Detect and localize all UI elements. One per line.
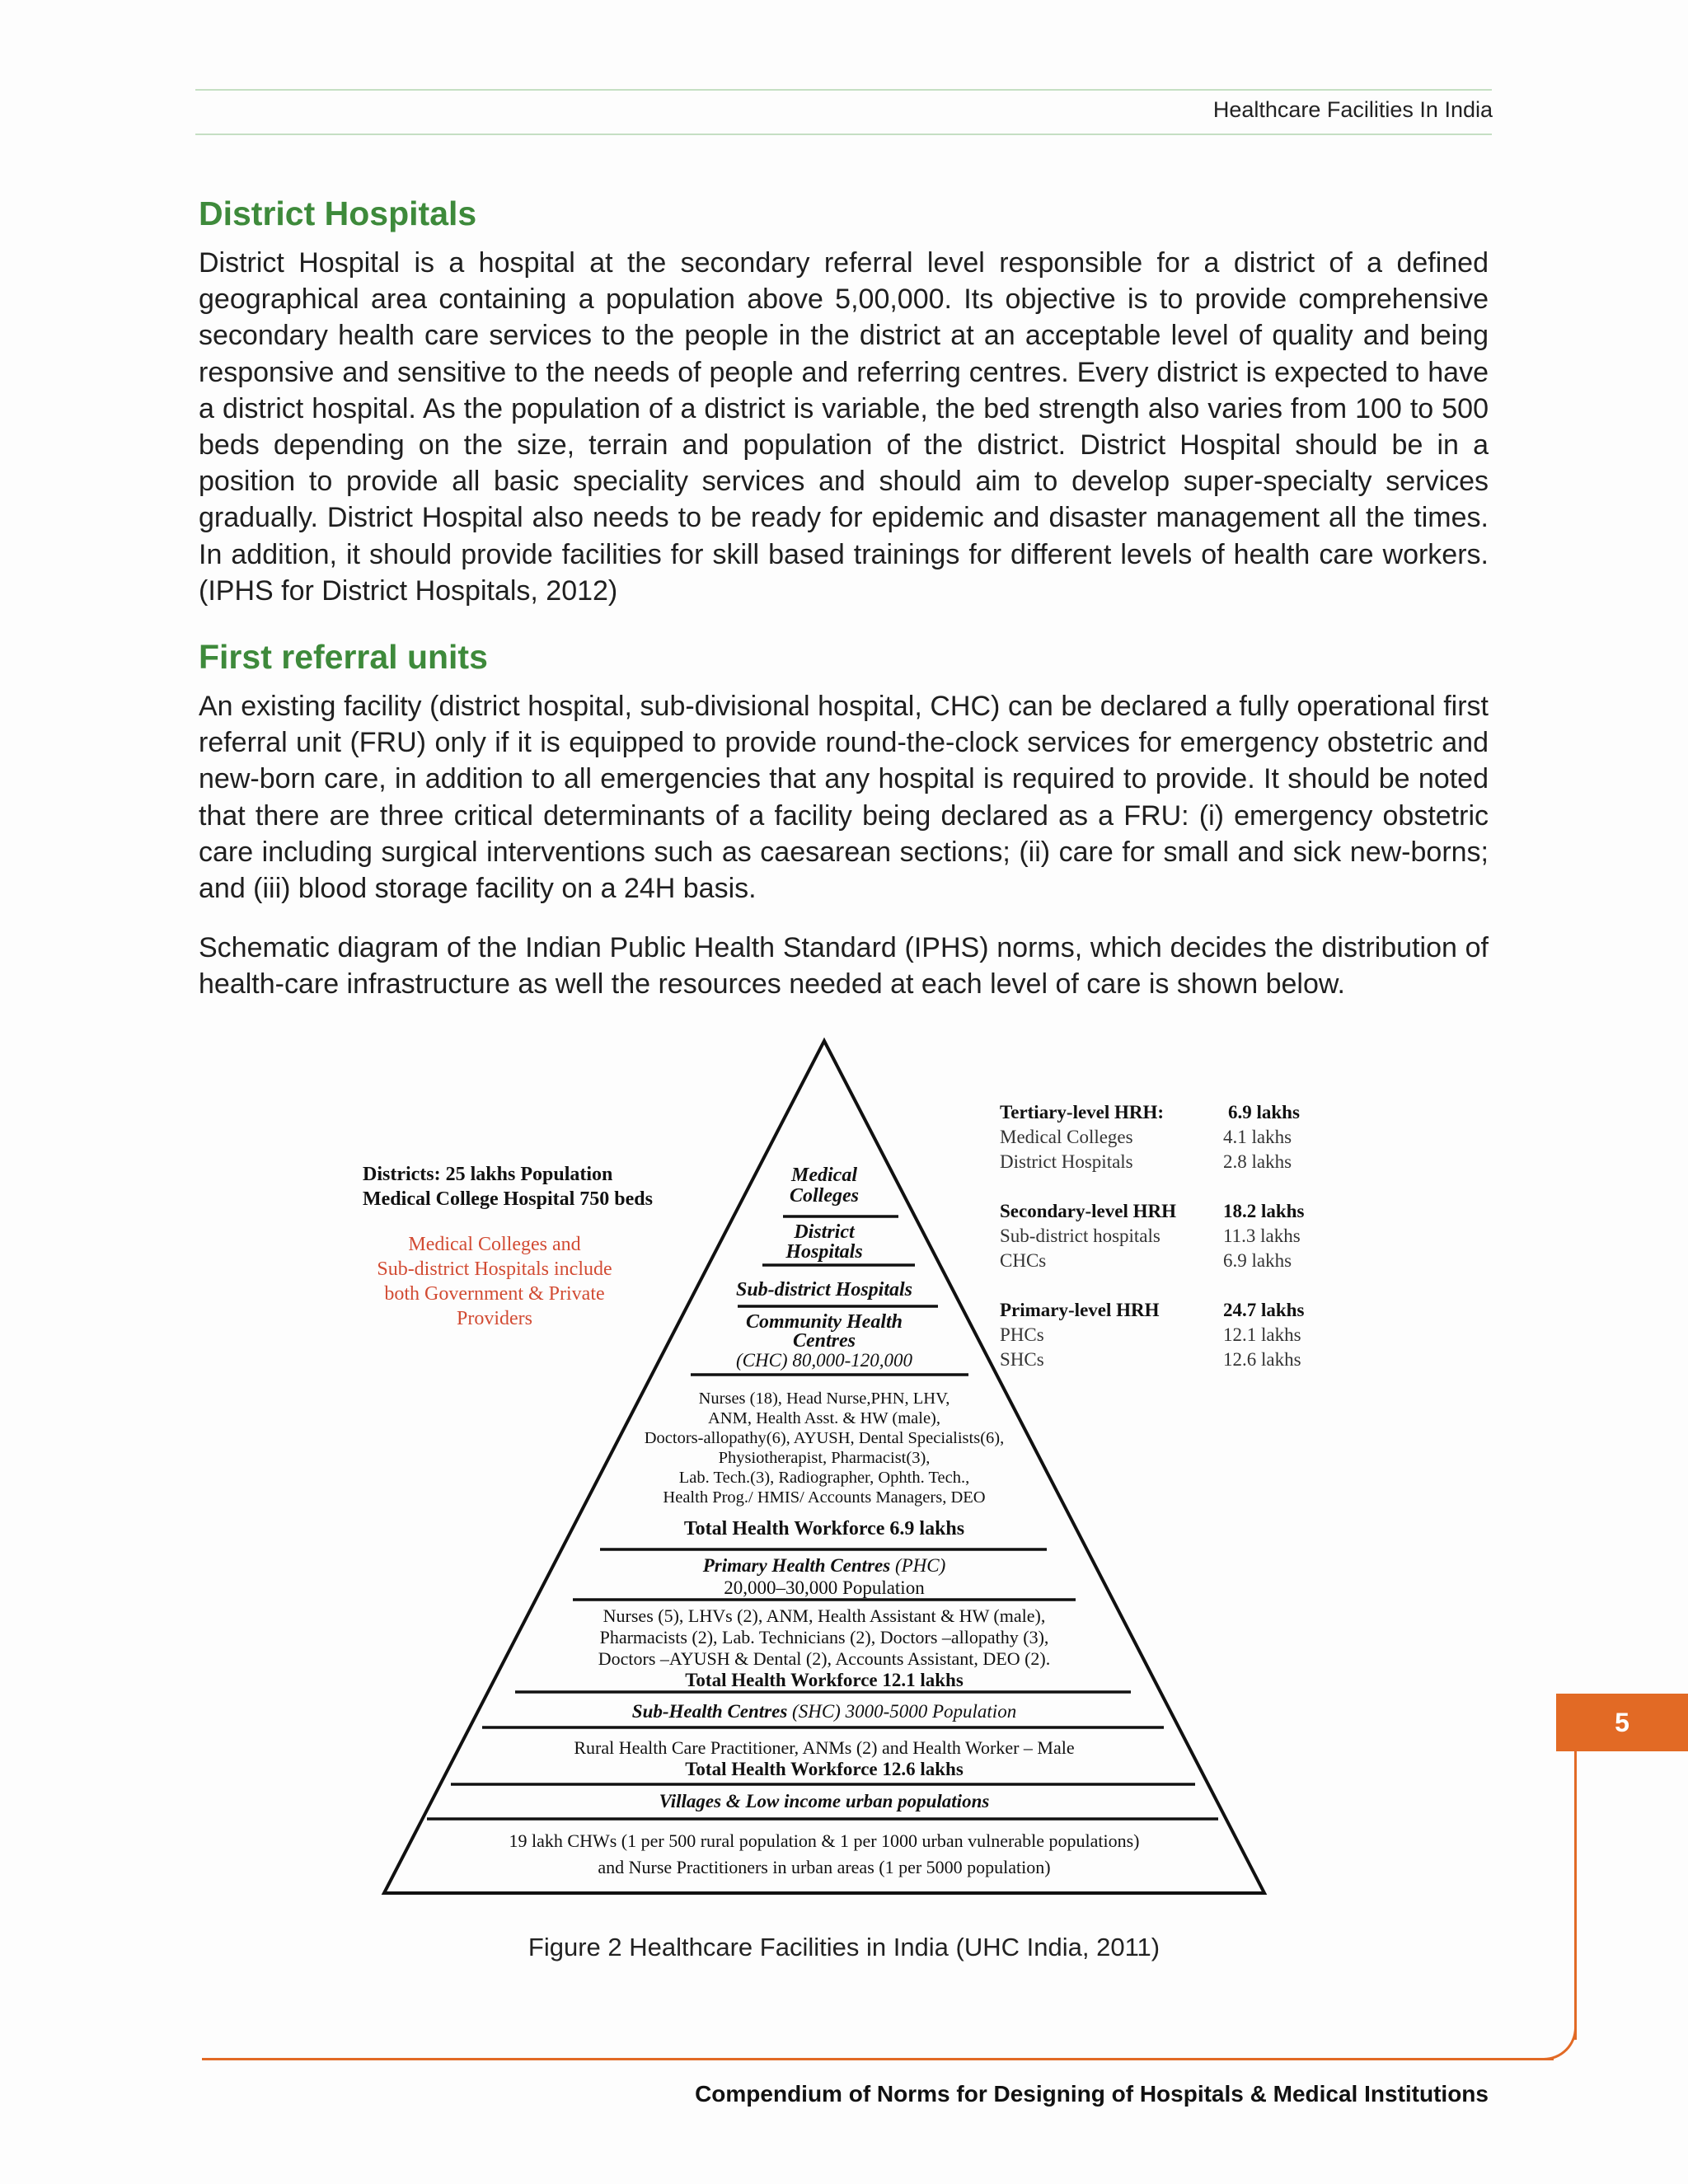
- tier-shc-title: [632, 1701, 1016, 1722]
- hrh-item-label: District Hospitals: [1000, 1151, 1133, 1172]
- hrh-item-value: 11.3 lakhs: [1223, 1226, 1301, 1246]
- chc-staff-line: ANM, Health Asst. & HW (male),: [707, 1409, 941, 1427]
- tier-sub-district-hospitals: Sub-district Hospitals: [735, 1279, 913, 1301]
- tier-district-hospitals: Hospitals: [785, 1241, 863, 1263]
- hrh-item-value: 4.1 lakhs: [1223, 1127, 1292, 1147]
- shc-rest: (SHC) 3000-5000 Population: [787, 1701, 1017, 1722]
- section-heading: District Hospitals: [199, 194, 477, 232]
- shc-total-workforce: Total Health Workforce 12.6 lakhs: [685, 1759, 964, 1779]
- hrh-summary: [1000, 1102, 1304, 1370]
- hrh-label: Tertiary-level HRH:: [1000, 1102, 1165, 1122]
- body-paragraph: Schematic diagram of the Indian Public Health Standard (IPHS) norms, which decides the distribution of health-care infrastructure as well the resources needed at each level of care is shown below.: [199, 932, 1489, 1001]
- hrh-label: Primary-level HRH: [1000, 1300, 1160, 1320]
- phc-title: Primary Health Centres: [702, 1555, 891, 1576]
- hrh-item-value: 12.1 lakhs: [1223, 1324, 1301, 1345]
- ownership-note-line: Medical Colleges and: [408, 1234, 581, 1255]
- phc-abbr: (PHC): [890, 1555, 946, 1576]
- page-frame-vertical: [1574, 1751, 1577, 2040]
- page-frame-horizontal: [202, 2058, 1554, 2060]
- tier-villages: Villages & Low income urban populations: [659, 1791, 990, 1811]
- hrh-item-label: CHCs: [1000, 1250, 1047, 1271]
- page-number-tab: 5: [1556, 1694, 1688, 1751]
- running-footer: Compendium of Norms for Designing of Hospitals & Medical Institutions: [695, 2081, 1489, 2107]
- tier-chc-population: (CHC) 80,000-120,000: [735, 1350, 913, 1371]
- district-population: Districts: 25 lakhs Population: [363, 1164, 613, 1185]
- running-header: Healthcare Facilities In India: [1212, 97, 1493, 122]
- hrh-item-label: Sub-district hospitals: [1000, 1226, 1160, 1246]
- page-frame-corner: [1536, 2022, 1577, 2060]
- ownership-note: [377, 1234, 612, 1329]
- ownership-note-line: both Government & Private: [384, 1283, 605, 1305]
- tier-medical-colleges: Colleges: [790, 1185, 859, 1207]
- medical-college-beds: Medical College Hospital 750 beds: [363, 1188, 653, 1210]
- phc-staff-line: Doctors –AYUSH & Dental (2), Accounts Assistant, DEO (2).: [598, 1648, 1051, 1669]
- section-heading: First referral units: [199, 638, 488, 676]
- chc-staff-line: Physiotherapist, Pharmacist(3),: [718, 1449, 931, 1467]
- ownership-note-line: Providers: [457, 1308, 532, 1329]
- tier-district-hospitals: District: [794, 1221, 855, 1243]
- hrh-label: Secondary-level HRH: [1000, 1201, 1176, 1221]
- shc-staff: Rural Health Care Practitioner, ANMs (2) and Health Worker – Male: [574, 1737, 1075, 1758]
- phc-total-workforce: Total Health Workforce 12.1 lakhs: [685, 1670, 964, 1690]
- body-paragraph: An existing facility (district hospital, sub-divisional hospital, CHC) can be declared a fully operational first referral unit (FRU) only if it is equipped to provide round-the-clock services for emergency obstetric and new-born care, in addition to all emergencies that any hospital is required to provide. It should be noted that there are three critical determinants of a facility being declared as a FRU: (i) emergency obstetric care including surgical interventions such as caesarean sections; (ii) care for small and sick new-borns; and (iii) blood storage facility on a 24H basis.: [199, 691, 1489, 905]
- tier-phc-population: 20,000–30,000 Population: [724, 1577, 925, 1598]
- hrh-item-value: 2.8 lakhs: [1223, 1151, 1292, 1172]
- phc-staff-line: Nurses (5), LHVs (2), ANM, Health Assistant & HW (male),: [603, 1605, 1046, 1626]
- hrh-value: 18.2 lakhs: [1223, 1201, 1305, 1221]
- section-first-referral-units: [199, 638, 1489, 1003]
- chc-staff-line: Nurses (18), Head Nurse,PHN, LHV,: [698, 1390, 950, 1408]
- chc-staff-line: Doctors-allopathy(6), AYUSH, Dental Specialists(6),: [644, 1429, 1005, 1447]
- chw-line: and Nurse Practitioners in urban areas (1 per 5000 population): [598, 1857, 1051, 1877]
- tier-chc-title: Community Health: [745, 1311, 903, 1333]
- section-district-hospitals: [199, 194, 1489, 609]
- body-paragraph: District Hospital is a hospital at the secondary referral level responsible for a district of a defined geographical area containing a population above 5,00,000. Its objective is to provide comprehensive secondary health care services to the people in the district at an acceptable level of quality and being responsive and sensitive to the needs of people and referring centres. Every district is expected to have a district hospital. As the population of a district is variable, the bed strength also varies from 100 to 500 beds depending on the size, terrain and population of the district. District Hospital should be in a position to provide all basic speciality services and should aim to develop super-specialty services gradually. District Hospital also needs to be ready for epidemic and disaster management all the times. In addition, it should provide facilities for skill based trainings for different levels of health care workers. (IPHS for District Hospitals, 2012): [199, 247, 1489, 607]
- tier-medical-colleges: Medical: [791, 1165, 857, 1186]
- left-notes: [363, 1164, 653, 1210]
- hrh-item-label: SHCs: [1000, 1349, 1044, 1370]
- hrh-item-label: PHCs: [1000, 1324, 1044, 1345]
- phc-staff-list: [598, 1605, 1051, 1669]
- tier-chc-title: Centres: [792, 1330, 856, 1352]
- chw-line: 19 lakh CHWs (1 per 500 rural population & 1 per 1000 urban vulnerable populations): [509, 1830, 1140, 1851]
- header-rule-bottom: [195, 134, 1492, 135]
- phc-staff-line: Pharmacists (2), Lab. Technicians (2), Doctors –allopathy (3),: [599, 1627, 1049, 1647]
- hrh-item-value: 6.9 lakhs: [1223, 1250, 1292, 1271]
- chc-total-workforce: Total Health Workforce 6.9 lakhs: [683, 1518, 965, 1540]
- ownership-note-line: Sub-district Hospitals include: [377, 1258, 612, 1280]
- chc-staff-list: [645, 1390, 1005, 1507]
- iphs-pyramid-figure: [363, 1022, 1327, 1896]
- hrh-item-value: 12.6 lakhs: [1223, 1349, 1301, 1370]
- hrh-value: 6.9 lakhs: [1228, 1102, 1300, 1122]
- hrh-value: 24.7 lakhs: [1223, 1300, 1305, 1320]
- chc-staff-line: Health Prog./ HMIS/ Accounts Managers, DEO: [663, 1488, 986, 1507]
- shc-title: Sub-Health Centres: [631, 1701, 788, 1722]
- chc-staff-line: Lab. Tech.(3), Radiographer, Ophth. Tech.,: [678, 1469, 970, 1487]
- tier-phc-title: [702, 1555, 946, 1576]
- figure-caption: Figure 2 Healthcare Facilities in India (UHC India, 2011): [528, 1933, 1160, 1961]
- hrh-item-label: Medical Colleges: [1000, 1127, 1133, 1147]
- header-rule-top: [195, 89, 1492, 91]
